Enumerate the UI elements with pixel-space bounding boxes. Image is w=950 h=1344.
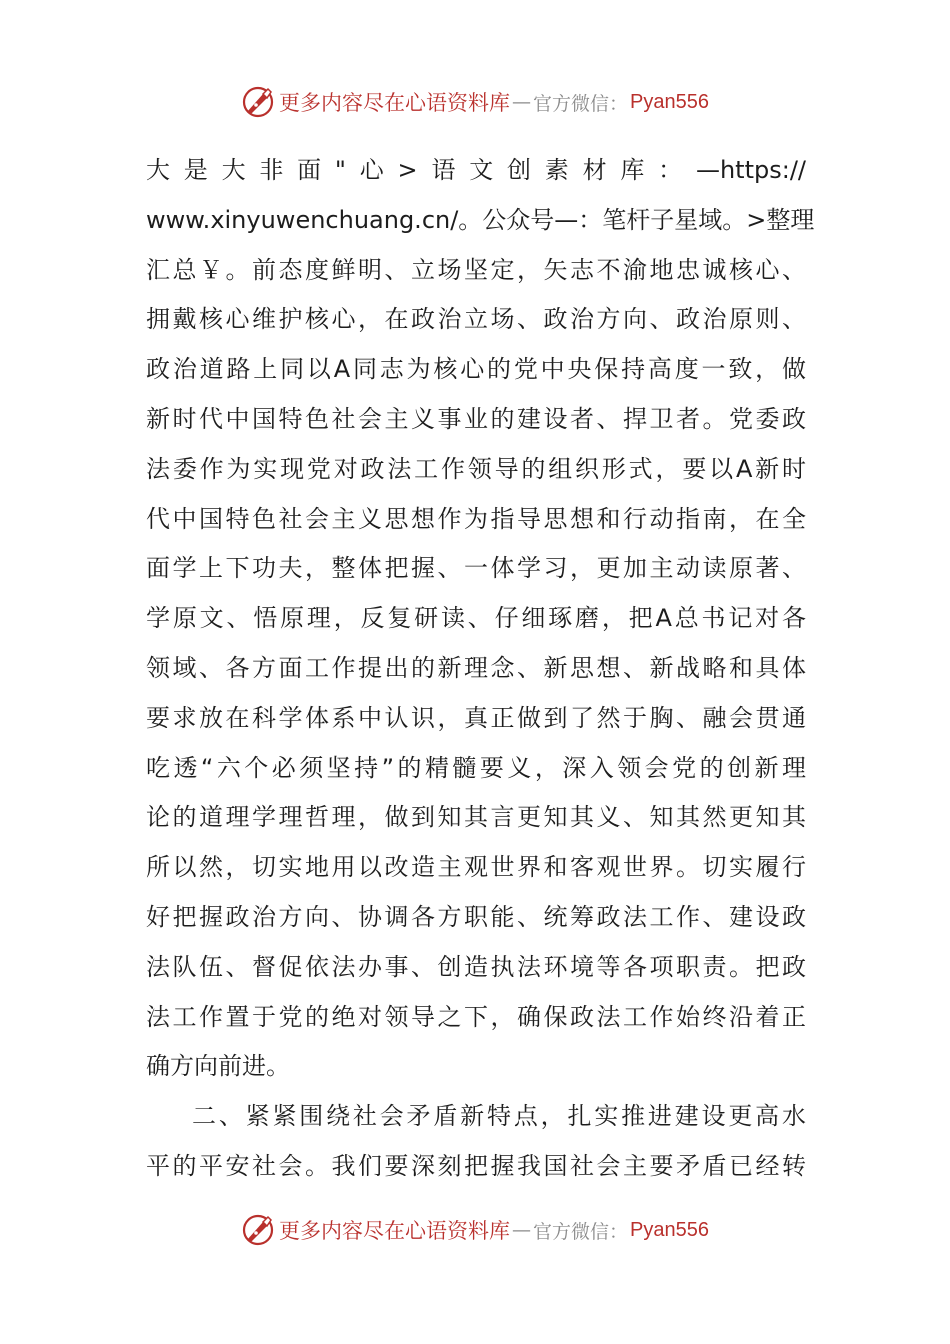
- text-line: 吃透“六个必须坚持”的精髓要义，深入领会党的创新理: [146, 753, 806, 782]
- text-line: 面学上下功夫，整体把握、一体学习，更加主动读原著、: [146, 554, 806, 583]
- document-body: [146, 146, 815, 1192]
- text-line: 新时代中国特色社会主义事业的建设者、捍卫者。党委政: [146, 404, 806, 433]
- text-line: 汇总￥。前态度鲜明、立场坚定，矢志不渝地忠诚核心、: [146, 255, 806, 284]
- banner-dash: —: [512, 1219, 531, 1241]
- banner-title: 更多内容尽在心语资料库: [279, 91, 510, 115]
- text-line: 要求放在科学体系中认识，真正做到了然于胸、融会贯通: [146, 703, 806, 732]
- text-line: 代中国特色社会主义思想作为指导思想和行动指南，在全: [146, 504, 806, 533]
- footer-banner: [0, 1210, 950, 1250]
- text-line: 拥戴核心维护核心，在政治立场、政治方向、政治原则、: [146, 305, 806, 334]
- text-line: 法队伍、督促依法办事、创造执法环境等各项职责。把政: [146, 952, 806, 981]
- text-line: 所以然，切实地用以改造主观世界和客观世界。切实履行: [146, 853, 806, 882]
- pen-nib-logo-icon: [241, 1213, 275, 1247]
- text-line: 领域、各方面工作提出的新理念、新思想、新战略和具体: [146, 653, 806, 682]
- text-line: 好把握政治方向、协调各方职能、统筹政法工作、建设政: [146, 902, 806, 931]
- header-banner: [0, 82, 950, 122]
- text-line: 法委作为实现党对政法工作领导的组织形式，要以A新时: [146, 454, 806, 483]
- text-line: 确方向前进。: [146, 1052, 290, 1081]
- text-line: 大是大非面"心>语文创素材库：—https://: [146, 156, 806, 184]
- text-line: 政治道路上同以A同志为核心的党中央保持高度一致，做: [146, 355, 806, 384]
- pen-nib-logo-icon: [241, 85, 275, 119]
- text-line: 学原文、悟原理，反复研读、仔细琢磨，把A总书记对各: [146, 604, 806, 633]
- text-line: www.xinyuwenchuang.cn/。公众号—：笔杆子星域。>整理: [146, 205, 815, 234]
- text-line: 论的道理学理哲理，做到知其言更知其义、知其然更知其: [146, 803, 806, 832]
- text-line: 平的平安社会。我们要深刻把握我国社会主要矛盾已经转: [146, 1151, 806, 1180]
- banner-handle: Pyan556: [630, 1218, 709, 1241]
- banner-label: 官方微信：: [533, 92, 629, 115]
- banner-handle: Pyan556: [630, 90, 709, 113]
- text-line: 法工作置于党的绝对领导之下，确保政法工作始终沿着正: [146, 1002, 806, 1031]
- banner-title: 更多内容尽在心语资料库: [279, 1219, 510, 1243]
- section-heading-line: 二、紧紧围绕社会矛盾新特点，扎实推进建设更高水: [192, 1102, 806, 1131]
- banner-label: 官方微信：: [533, 1220, 629, 1243]
- banner-dash: —: [512, 91, 531, 113]
